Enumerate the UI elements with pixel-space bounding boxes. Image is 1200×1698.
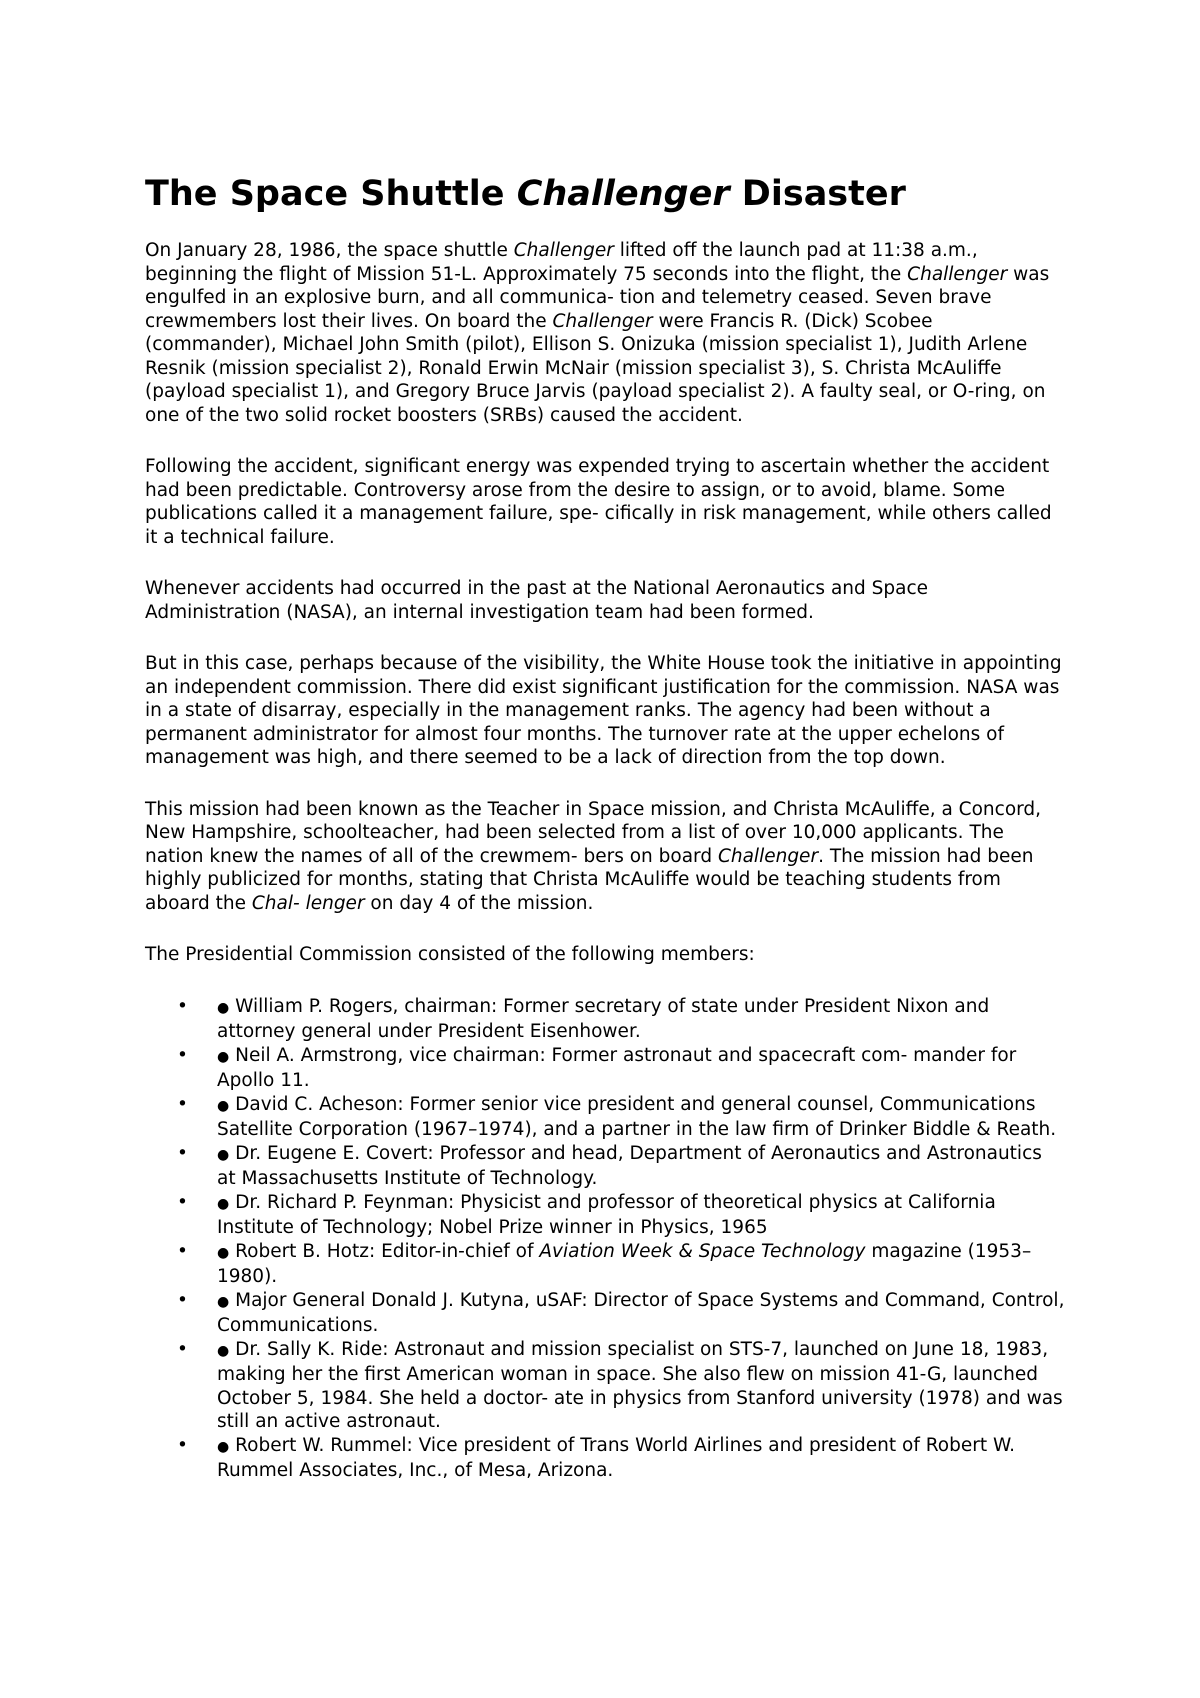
- inline-dot-icon: ●: [217, 1048, 230, 1065]
- inline-dot-icon: ●: [217, 1438, 230, 1455]
- paragraph: [145, 652, 1065, 770]
- paragraph: [145, 943, 1065, 967]
- paragraph: [145, 798, 1065, 916]
- paragraph: [145, 239, 1065, 427]
- list-item: [177, 995, 1065, 1044]
- text-run: This mission had been known as the Teacher in Space mission, and Christa McAuliffe, a Concord, New Hampshire, schoolteacher, had been selected from a list of over 10,000 applicants. The nation knew the names of all of the crewmem- bers on board: [145, 798, 1042, 867]
- inline-dot-icon: ●: [217, 1244, 230, 1261]
- document-title: [145, 173, 1065, 215]
- bullet-icon: •: [177, 1142, 188, 1164]
- text-run: magazine (1953–1980).: [217, 1240, 1032, 1287]
- inline-dot-icon: ●: [217, 1146, 230, 1163]
- inline-dot-icon: ●: [217, 1342, 230, 1359]
- text-run: William P. Rogers, chairman: Former secretary of state under President Nixon and attorney general under President Eisenhower.: [217, 995, 990, 1042]
- bullet-icon: •: [177, 1240, 188, 1262]
- italic-text: Challenger: [907, 263, 1008, 285]
- text-run: Dr. Eugene E. Covert: Professor and head, Department of Aeronautics and Astronautics at Massachusetts Institute of Technology.: [217, 1142, 1042, 1189]
- text-run: Major General Donald J. Kutyna, uSAF: Director of Space Systems and Command, Control, Communications.: [217, 1289, 1065, 1336]
- text-run: Following the accident, significant energy was expended trying to ascertain whether the accident had been predictable. Controversy arose from the desire to assign, or to avoid, blame. Some publications called it a management failure, spe- cifically in risk management, while others called it a technical failure.: [145, 456, 1052, 548]
- list-item: [177, 1434, 1065, 1483]
- text-run: were Francis R. (Dick) Scobee (commander), Michael John Smith (pilot), Ellison S. Onizuka (mission specialist 1), Judith Arlene Resnik (mission specialist 2), Ronald Erwin McNair (mission specialist 3), S. Christa McAuliffe (payload specialist 1), and Gregory Bruce Jarvis (payload specialist 2). A faulty seal, or O-ring, on one of the two solid rocket boosters (SRBs) caused the accident.: [145, 310, 1046, 426]
- bullet-icon: •: [177, 1434, 188, 1456]
- text-run: Dr. Sally K. Ride: Astronaut and mission specialist on STS-7, launched on June 18, 1983, making her the first American woman in space. She also flew on mission 41-G, launched October 5, 1984. She held a doctor- ate in physics from Stanford university (1978) and was still an active astronaut.: [217, 1338, 1063, 1432]
- italic-text: Chal- lenger: [251, 892, 365, 914]
- bullet-icon: •: [177, 995, 188, 1017]
- body-paragraphs: [145, 239, 1065, 967]
- text-run: The Presidential Commission consisted of the following members:: [145, 944, 755, 965]
- text-run: Whenever accidents had occurred in the past at the National Aeronautics and Space Administration (NASA), an internal investigation team had been formed.: [145, 578, 929, 623]
- bullet-icon: •: [177, 1338, 188, 1360]
- text-run: But in this case, perhaps because of the visibility, the White House took the initiative in appointing an independent commission. There did exist significant justification for the commission. NASA was in a state of disarray, especially in the management ranks. The agency had been without a permanent administrator for almost four months. The turnover rate at the upper echelons of management was high, and there seemed to be a lack of direction from the top down.: [145, 653, 1062, 768]
- text-run: Robert B. Hotz: Editor-in-chief of: [235, 1240, 540, 1262]
- text-run: Robert W. Rummel: Vice president of Trans World Airlines and president of Robert W. Rummel Associates, Inc., of Mesa, Arizona.: [217, 1434, 1016, 1481]
- document-page: [145, 150, 1065, 1483]
- list-item: [177, 1289, 1065, 1338]
- text-run: lifted off the launch pad at 11:38 a.m., beginning the flight of Mission 51-L. Approximately 75 seconds into the flight, the: [145, 240, 978, 285]
- list-item: [177, 1044, 1065, 1093]
- inline-dot-icon: ●: [217, 1195, 230, 1212]
- italic-text: Challenger: [717, 845, 819, 867]
- bullet-icon: •: [177, 1191, 188, 1213]
- text-run: on day 4 of the mission.: [364, 892, 594, 914]
- commission-member-list: [145, 995, 1065, 1483]
- title-suffix: Disaster: [729, 174, 906, 214]
- bullet-icon: •: [177, 1044, 188, 1066]
- inline-dot-icon: ●: [217, 1097, 230, 1114]
- paragraph: [145, 577, 1065, 624]
- list-item: [177, 1338, 1065, 1434]
- title-prefix: The Space Shuttle: [145, 174, 517, 214]
- list-item: [177, 1093, 1065, 1142]
- bullet-icon: •: [177, 1093, 188, 1115]
- list-item: [177, 1191, 1065, 1240]
- inline-dot-icon: ●: [217, 1293, 230, 1310]
- text-run: David C. Acheson: Former senior vice president and general counsel, Communications Satellite Corporation (1967–1974), and a partner in the law firm of Drinker Biddle & Reath.: [217, 1093, 1057, 1140]
- paragraph: [145, 455, 1065, 549]
- text-run: . The mission had been highly publicized for months, stating that Christa McAuliffe would be teaching students from aboard the: [145, 845, 1034, 914]
- text-run: Neil A. Armstrong, vice chairman: Former astronaut and spacecraft com- mander for Apollo 11.: [217, 1044, 1017, 1091]
- inline-dot-icon: ●: [217, 999, 230, 1016]
- list-item: [177, 1142, 1065, 1191]
- text-run: was engulfed in an explosive burn, and all communica- tion and telemetry ceased. Seven brave crewmembers lost their lives. On board the: [145, 263, 1050, 332]
- bullet-icon: •: [177, 1289, 188, 1311]
- italic-text: Aviation Week & Space Technology: [539, 1240, 866, 1262]
- list-item: [177, 1240, 1065, 1289]
- text-run: Dr. Richard P. Feynman: Physicist and professor of theoretical physics at California Institute of Technology; Nobel Prize winner in Physics, 1965: [217, 1191, 996, 1238]
- italic-text: Challenger: [513, 240, 614, 261]
- title-italic: Challenger: [516, 174, 730, 214]
- text-run: On January 28, 1986, the space shuttle: [145, 240, 514, 261]
- italic-text: Challenger: [552, 310, 653, 332]
